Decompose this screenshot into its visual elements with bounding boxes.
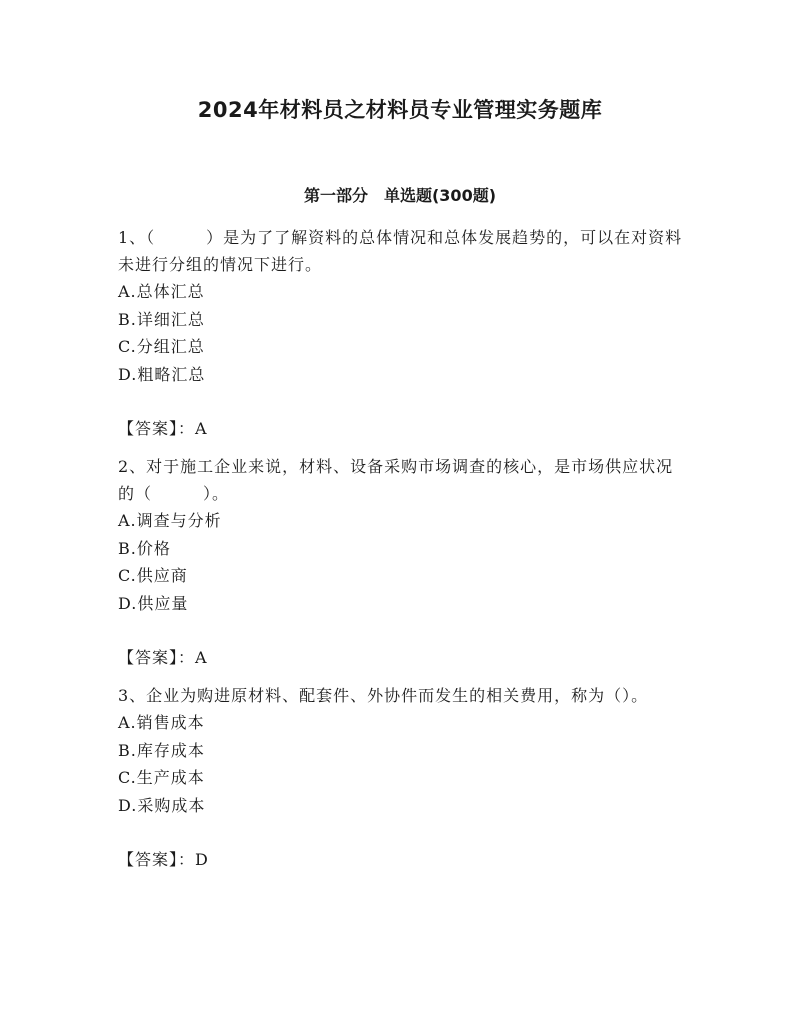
answer-line: 【答案】：A (118, 648, 208, 667)
question-text: 1、（ ）是为了了解资料的总体情况和总体发展趋势的，可以在对资料未进行分组的情况下进行。 (118, 228, 683, 274)
option-b: B.价格 (118, 538, 171, 558)
question-item (118, 682, 683, 873)
question-item (118, 224, 683, 442)
option-c: C.分组汇总 (118, 337, 205, 356)
option-d: D.粗略汇总 (118, 364, 206, 384)
option-d: D.采购成本 (118, 795, 206, 815)
document-title: 2024年材料员之材料员专业管理实务题库 (197, 98, 603, 122)
answer-line: 【答案】：A (118, 419, 208, 438)
question-item (118, 453, 683, 671)
question-text: 2、对于施工企业来说，材料、设备采购市场调查的核心，是市场供应状况的（ ）。 (118, 457, 674, 503)
option-a: A.总体汇总 (118, 282, 205, 301)
option-a: A.调查与分析 (118, 511, 222, 530)
question-list (118, 224, 683, 884)
option-c: C.生产成本 (118, 768, 205, 787)
option-a: A.销售成本 (118, 713, 205, 732)
option-d: D.供应量 (118, 593, 189, 613)
option-b: B.详细汇总 (118, 309, 205, 329)
question-text: 3、企业为购进原材料、配套件、外协件而发生的相关费用，称为（）。 (118, 686, 649, 705)
section-title: 第一部分 单选题(300题) (303, 186, 497, 205)
answer-line: 【答案】：D (118, 850, 209, 869)
option-b: B.库存成本 (118, 740, 205, 760)
option-c: C.供应商 (118, 566, 188, 585)
